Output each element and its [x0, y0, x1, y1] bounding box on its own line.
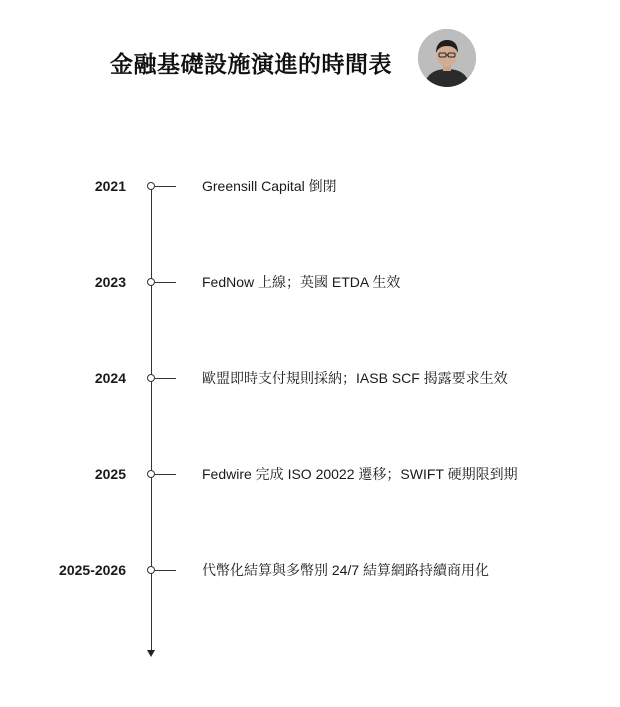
event-year: 2025-2026: [59, 562, 126, 578]
timeline-dot-icon: [147, 182, 155, 190]
event-year: 2024: [94, 370, 126, 386]
event-year: 2025: [94, 466, 126, 482]
timeline-dot-icon: [147, 566, 155, 574]
timeline-dot-icon: [147, 278, 155, 286]
timeline-event-2025-2026: [0, 560, 620, 580]
timeline-dot-icon: [147, 374, 155, 382]
timeline-connector: [155, 282, 176, 283]
page-title: 金融基礎設施演進的時間表: [110, 51, 392, 77]
timeline-connector: [155, 474, 176, 475]
timeline-connector: [155, 570, 176, 571]
timeline-dot-icon: [147, 470, 155, 478]
event-year: 2023: [94, 274, 126, 290]
timeline-event-2023: [0, 272, 620, 292]
event-description: FedNow 上線；英國 ETDA 生效: [202, 274, 401, 290]
timeline-event-2025: [0, 464, 620, 484]
event-description: Greensill Capital 倒閉: [202, 178, 337, 194]
event-description: Fedwire 完成 ISO 20022 遷移；SWIFT 硬期限到期: [202, 466, 518, 482]
timeline-event-2024: [0, 368, 620, 388]
timeline-connector: [155, 378, 176, 379]
event-description: 歐盟即時支付規則採納；IASB SCF 揭露要求生效: [202, 370, 508, 386]
timeline-connector: [155, 186, 176, 187]
timeline-event-2021: [0, 176, 620, 196]
event-year: 2021: [94, 178, 126, 194]
timeline-axis-line: [151, 185, 152, 652]
event-description: 代幣化結算與多幣別 24/7 結算網路持續商用化: [202, 562, 490, 578]
arrow-down-icon: [147, 650, 155, 657]
